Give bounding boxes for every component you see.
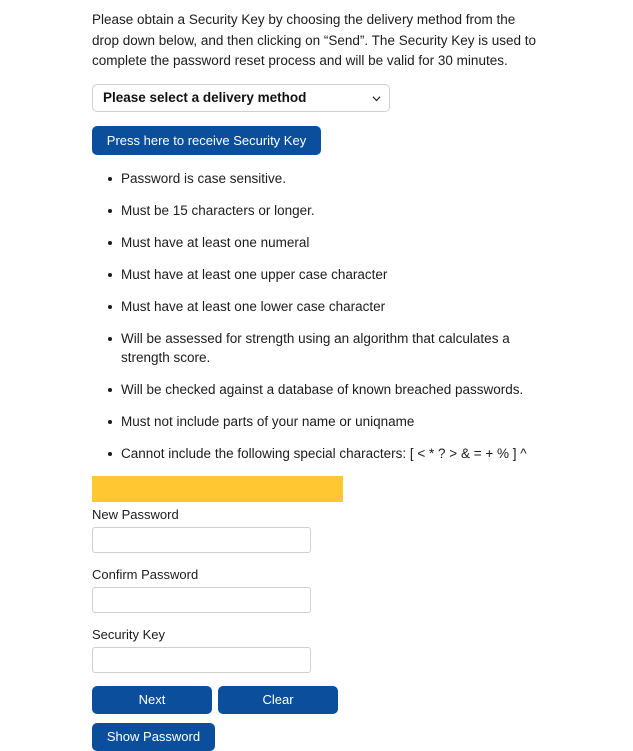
action-button-row bbox=[92, 686, 552, 714]
delivery-method-select[interactable] bbox=[92, 84, 390, 112]
password-rules-list bbox=[92, 169, 561, 463]
confirm-password-label: Confirm Password bbox=[92, 566, 199, 582]
list-item: Must have at least one lower case character bbox=[121, 297, 561, 316]
new-password-label: New Password bbox=[92, 506, 179, 522]
security-key-input[interactable] bbox=[92, 647, 311, 673]
content-container bbox=[92, 10, 552, 751]
next-button[interactable]: Next bbox=[92, 686, 212, 714]
list-item: Cannot include the following special characters: [ < * ? > & = + % ] ^ bbox=[121, 444, 561, 463]
list-item: Must be 15 characters or longer. bbox=[121, 201, 561, 220]
list-item: Must have at least one numeral bbox=[121, 233, 561, 252]
new-password-input[interactable] bbox=[92, 527, 311, 553]
show-password-button[interactable]: Show Password bbox=[92, 723, 215, 751]
list-item: Will be assessed for strength using an algorithm that calculates a strength score. bbox=[121, 329, 561, 367]
confirm-password-input[interactable] bbox=[92, 587, 311, 613]
receive-security-key-button[interactable]: Press here to receive Security Key bbox=[92, 126, 321, 155]
list-item: Must not include parts of your name or uniqname bbox=[121, 412, 561, 431]
delivery-method-select-wrapper bbox=[92, 84, 390, 112]
list-item: Password is case sensitive. bbox=[121, 169, 561, 188]
list-item: Must have at least one upper case character bbox=[121, 265, 561, 284]
instructions-paragraph: Please obtain a Security Key by choosing the delivery method from the drop down below, and then clicking on “Send”. The Security Key is used to complete the password reset process and will be valid for 30 minutes. bbox=[92, 12, 537, 68]
security-key-label: Security Key bbox=[92, 626, 165, 642]
list-item: Will be checked against a database of known breached passwords. bbox=[121, 380, 561, 399]
password-strength-meter bbox=[92, 476, 343, 502]
clear-button[interactable]: Clear bbox=[218, 686, 338, 714]
